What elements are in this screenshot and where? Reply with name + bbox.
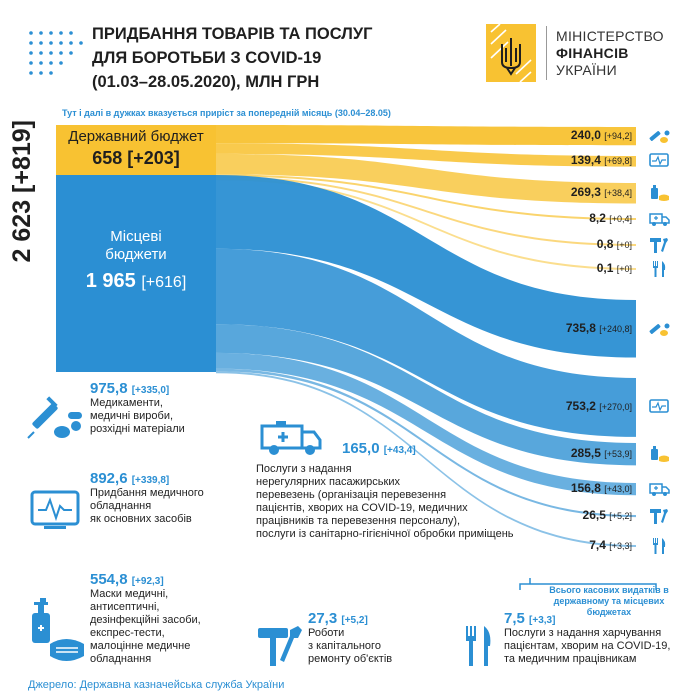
- ministry-line-3: УКРАЇНИ: [556, 62, 617, 78]
- category-medicines-increase: [+335,0]: [131, 385, 170, 396]
- increase-note: Тут і далі в дужках вказується приріст за попередній місяць (30.04–28.05): [62, 108, 391, 118]
- category-transport-desc-3: перевезень (організація перевезення: [256, 489, 447, 501]
- tools-icon: [648, 507, 670, 525]
- category-repairs-increase: [+5,2]: [341, 615, 368, 626]
- total-spending-value: 2 623 [+819]: [8, 120, 36, 263]
- flow-label-transport-local: [571, 481, 632, 495]
- ambulance-icon: [258, 418, 324, 458]
- flow-increase: [+5,2]: [609, 511, 632, 522]
- local-budgets-label: Місцеві бюджети: [105, 228, 167, 263]
- flow-label-medicines-state: [571, 128, 632, 142]
- ambulance-icon: [648, 210, 670, 228]
- flow-value: 139,4: [570, 153, 605, 168]
- category-transport-value: 165,0: [342, 440, 380, 457]
- flow-increase: [+3,3]: [609, 541, 632, 551]
- category-masks-antiseptics-desc-3: дезінфекційні засоби,: [90, 614, 201, 626]
- category-medical-equipment-increase: [+339,8]: [131, 475, 170, 486]
- tools-icon: [256, 624, 304, 668]
- flow-label-repairs-state: [597, 237, 632, 251]
- category-catering-desc-3: та медичним працівникам: [504, 653, 637, 665]
- flow-value: 7,4: [589, 538, 610, 552]
- category-catering-desc-1: Послуги з надання харчування: [504, 627, 662, 639]
- flow-label-medicines-local: [566, 321, 632, 335]
- category-masks-antiseptics: [90, 571, 201, 666]
- flow-value: 735,8: [565, 320, 600, 335]
- state-budget-label: Державний бюджет: [68, 128, 204, 145]
- category-catering-increase: [+3,3]: [529, 615, 556, 626]
- category-medical-equipment-desc-3: як основних засобів: [90, 513, 192, 525]
- flow-increase: [+69,8]: [604, 156, 632, 167]
- category-transport-desc-4: пацієнтів, хворих на COVID-19, медичних: [256, 502, 468, 514]
- syringe-pills-icon: [26, 392, 82, 444]
- fork-knife-icon: [648, 537, 670, 555]
- category-transport-desc-2: нерегулярних пасажирських: [256, 476, 400, 488]
- title-line-1: ПРИДБАННЯ ТОВАРІВ ТА ПОСЛУГ: [92, 25, 373, 43]
- category-repairs-desc-1: Роботи: [308, 627, 345, 639]
- data-source: Джерело: Державна казначейська служба України: [28, 679, 285, 691]
- flow-label-medical-equipment-local: [566, 399, 632, 413]
- category-masks-antiseptics-desc-2: антисептичні,: [90, 601, 160, 613]
- flow-label-masks-antiseptics-state: [571, 185, 632, 199]
- flow-value: 156,8: [570, 481, 605, 496]
- flow-increase: [+0]: [616, 264, 632, 274]
- flow-value: 0,1: [596, 261, 617, 275]
- local-budgets-increase: [+616]: [141, 274, 187, 291]
- category-repairs: [308, 610, 392, 666]
- state-budget-amount: 658: [92, 148, 123, 168]
- category-medicines-desc-1: Медикаменти,: [90, 397, 163, 409]
- ministry-line-2: ФІНАНСІВ: [556, 45, 629, 61]
- flow-increase: [+270,0]: [599, 402, 632, 413]
- flow-label-masks-antiseptics-local: [571, 446, 632, 460]
- syringe-pills-icon: [648, 127, 670, 145]
- flow-label-transport-state: [589, 211, 632, 225]
- category-masks-antiseptics-value: 554,8: [90, 571, 128, 588]
- monitor-icon: [648, 398, 670, 416]
- category-masks-antiseptics-increase: [+92,3]: [131, 576, 164, 587]
- category-transport-desc-1: Послуги з надання: [256, 463, 352, 475]
- category-repairs-desc-3: ремонту об'єктів: [308, 653, 393, 665]
- flow-value: 8,2: [589, 211, 610, 225]
- footnote: Всього касових видатків в державному та місцевих бюджетах: [549, 585, 669, 617]
- flow-increase: [+53,9]: [604, 449, 632, 460]
- flow-value: 240,0: [570, 128, 605, 143]
- state-budget-value: [56, 148, 216, 169]
- tools-icon: [648, 236, 670, 254]
- flow-label-repairs-local: [583, 508, 632, 522]
- category-masks-antiseptics-desc-6: обладнання: [90, 653, 152, 665]
- flow-increase: [+38,4]: [604, 188, 632, 199]
- monitor-icon: [30, 490, 80, 532]
- category-medical-equipment-desc-2: обладнання: [90, 500, 152, 512]
- flow-value: 285,5: [570, 446, 605, 461]
- category-transport-increase: [+43,4]: [383, 445, 416, 456]
- fork-knife-icon: [648, 260, 670, 278]
- category-transport-desc-6: послуги із санітарно-гігієнічної обробки приміщень: [256, 528, 514, 540]
- ambulance-icon: [648, 480, 670, 498]
- category-masks-antiseptics-desc-1: Маски медичні,: [90, 588, 169, 600]
- category-masks-antiseptics-desc-5: малоцінне медичне: [90, 640, 191, 652]
- state-budget-increase: [+203]: [127, 148, 180, 168]
- category-medicines-desc-2: медичні вироби,: [90, 410, 174, 422]
- category-masks-antiseptics-desc-4: експрес-тести,: [90, 627, 165, 639]
- category-medicines-value: 975,8: [90, 380, 128, 397]
- category-medical-equipment: [90, 470, 204, 526]
- flow-value: 26,5: [582, 508, 610, 523]
- flow-increase: [+240,8]: [599, 323, 632, 334]
- category-catering-value: 7,5: [504, 610, 525, 627]
- category-catering: [504, 610, 670, 666]
- flow-value: 269,3: [570, 185, 605, 200]
- flow-value: 753,2: [565, 399, 600, 414]
- antiseptic-mask-icon: [648, 445, 670, 463]
- category-medical-equipment-desc-1: Придбання медичного: [90, 487, 204, 499]
- title-line-2: ДЛЯ БОРОТЬБИ З COVID-19: [92, 49, 322, 67]
- antiseptic-mask-icon: [26, 596, 88, 666]
- antiseptic-mask-icon: [648, 184, 670, 202]
- category-medicines: [90, 380, 185, 436]
- fork-knife-icon: [462, 624, 496, 668]
- flow-value: 0,8: [596, 237, 617, 251]
- title-line-3: (01.03–28.05.2020), МЛН ГРН: [92, 73, 320, 91]
- syringe-pills-icon: [648, 320, 670, 338]
- category-catering-desc-2: пацієнтам, хворим на COVID-19,: [504, 640, 671, 652]
- flow-label-catering-state: [597, 261, 632, 275]
- local-budgets-amount: 1 965: [85, 270, 136, 292]
- category-repairs-value: 27,3: [308, 610, 338, 627]
- category-medical-equipment-value: 892,6: [90, 470, 128, 487]
- category-medicines-desc-3: розхідні матеріали: [90, 423, 185, 435]
- local-budgets-value: [56, 270, 216, 293]
- monitor-icon: [648, 152, 670, 170]
- category-repairs-desc-2: з капітального: [308, 640, 381, 652]
- flow-increase: [+0]: [616, 240, 632, 250]
- category-transport-desc-5: працівників та перевезення персоналу),: [256, 515, 461, 527]
- ministry-line-1: МІНІСТЕРСТВО: [556, 28, 664, 44]
- flow-increase: [+94,2]: [604, 131, 632, 142]
- flow-increase: [+0,4]: [609, 214, 632, 224]
- flow-label-catering-local: [589, 538, 632, 552]
- flow-increase: [+43,0]: [604, 484, 632, 495]
- flow-label-medical-equipment-state: [571, 153, 632, 167]
